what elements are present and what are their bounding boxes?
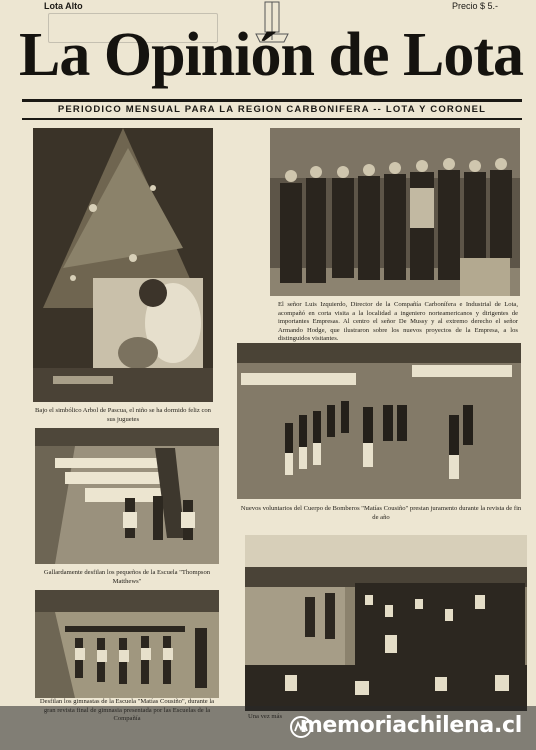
header-rule-top: [22, 99, 522, 102]
photo-children-parade: [35, 428, 219, 564]
header-rule-bottom: [22, 118, 522, 120]
newspaper-subtitle: PERIODICO MENSUAL PARA LA REGION CARBONIFERA -- LOTA Y CORONEL: [57, 104, 487, 115]
photo-children-caption: Gallardamente desfilan los pequeños de la Escuela "Thompson Matthews": [43, 569, 211, 585]
photo-visitors-caption: El señor Luis Izquierdo, Director de la Compañía Carbonífera e Industrial de Lota, acompañó en corta visita a la localidad a ingeniero norteamericanos y dirigentes de importantes Empresas. Al centro el señor De Mussy y al extremo derecho el señor Armando Hodge, que ilustraron sobre los nuevos proyectos de la Empresa, a los distinguidos visitantes.: [278, 301, 518, 343]
photo-gymnasts-caption: Desfilan los gimnastas de la Escuela "Matías Cousiño", durante la: [39, 698, 215, 705]
photo-christmas-tree-caption: Bajo el simbólico Arbol de Pascua, el niño se ha dormido feliz con sus juguetes: [35, 407, 211, 423]
photo-christmas-tree: [33, 128, 213, 402]
photo-crowd: [245, 535, 527, 711]
photo-firemen-parade: [237, 343, 521, 499]
location-label: Lota Alto: [44, 1, 83, 11]
newspaper-title: La Opinión de Lota: [19, 21, 523, 89]
photo-gymnasts-parade: [35, 590, 219, 698]
watermark-text[interactable]: memoriachilena.cl: [299, 713, 522, 738]
photo-firemen-caption: Nuevos voluntarios del Cuerpo de Bomberos "Matías Cousiño" prestan juramento durante la revista de fin de año: [240, 505, 522, 521]
photo-visitors-group: [270, 128, 520, 296]
price-label: Precio $ 5.-: [451, 1, 498, 11]
